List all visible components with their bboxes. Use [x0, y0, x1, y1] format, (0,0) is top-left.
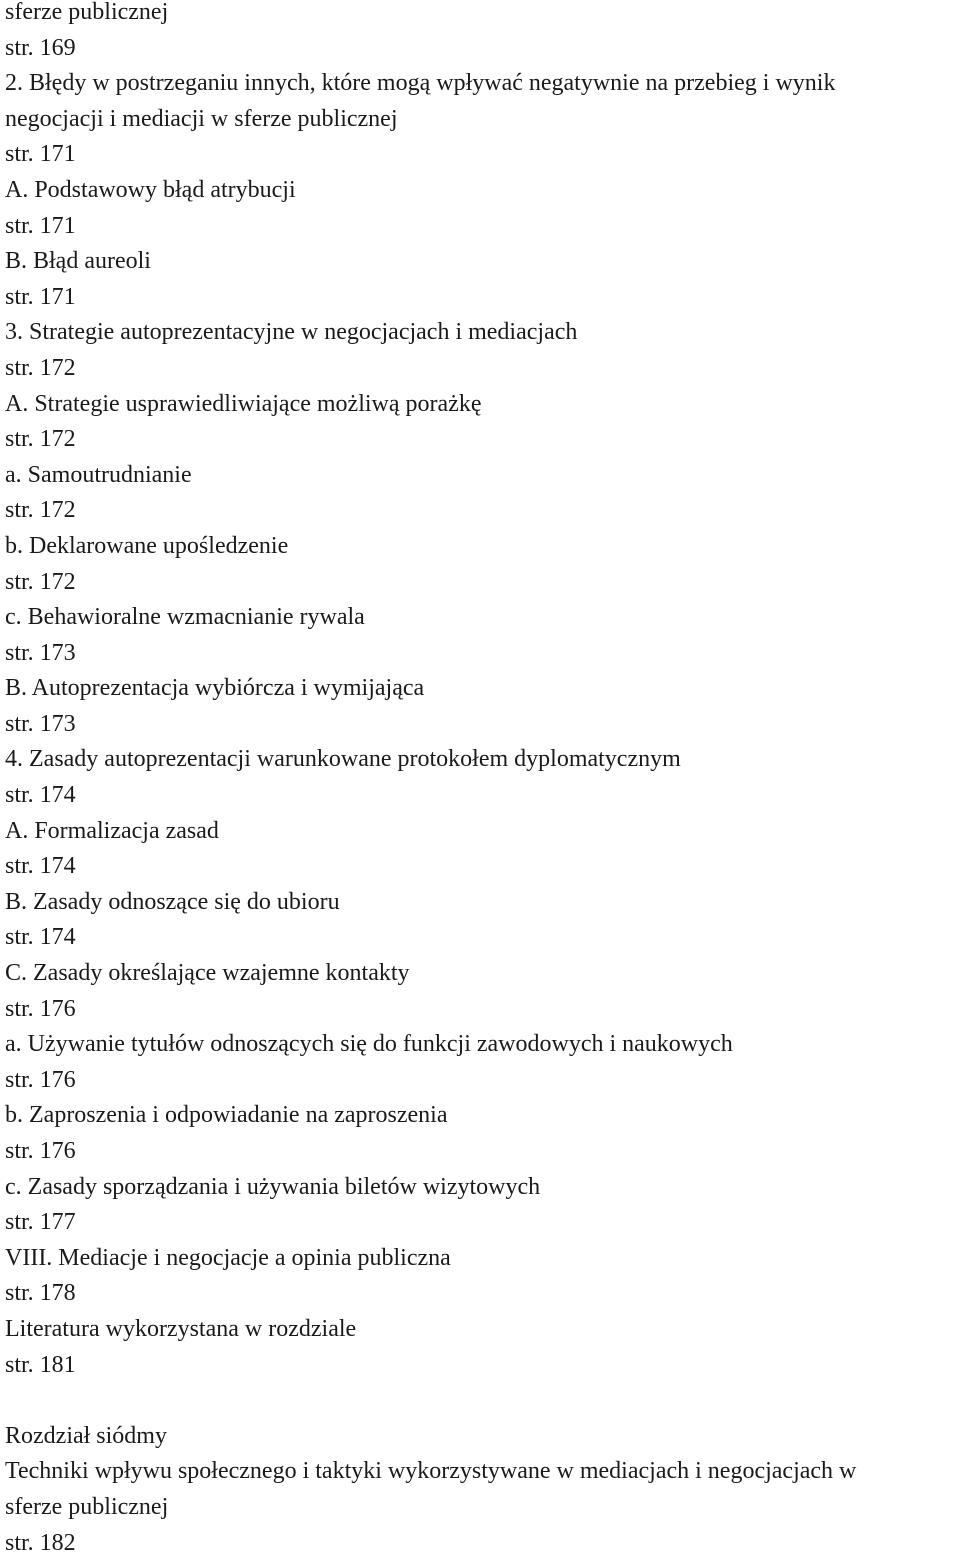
toc-page-number: str. 172 [5, 354, 76, 381]
toc-entry: b. Zaproszenia i odpowiadanie na zaproszenia [5, 1102, 448, 1129]
toc-line-section-tail: sferze publicznej [5, 0, 169, 25]
toc-entry: A. Formalizacja zasad [5, 817, 219, 844]
toc-page-number: str. 177 [5, 1209, 76, 1236]
toc-page-number: str. 171 [5, 212, 76, 239]
toc-page-number: str. 174 [5, 924, 76, 951]
toc-entry: C. Zasady określające wzajemne kontakty [5, 960, 410, 987]
table-of-contents [5, 0, 960, 1561]
toc-entry-heading-continued: negocjacji i mediacji w sferze publicznej [5, 105, 398, 132]
toc-entry: A. Strategie usprawiedliwiające możliwą porażkę [5, 390, 482, 417]
toc-page-number: str. 178 [5, 1280, 76, 1307]
toc-page-number: str. 182 [5, 1529, 76, 1556]
toc-page-number: str. 174 [5, 853, 76, 880]
chapter-subtitle-continued: sferze publicznej [5, 1493, 169, 1520]
toc-entry-heading: 3. Strategie autoprezentacyjne w negocjacjach i mediacjach [5, 319, 578, 346]
toc-entry: c. Behawioralne wzmacnianie rywala [5, 604, 365, 631]
toc-page-number: str. 181 [5, 1351, 76, 1378]
toc-page-number: str. 171 [5, 141, 76, 168]
toc-page-number: str. 169 [5, 34, 76, 61]
toc-page-number: str. 173 [5, 639, 76, 666]
toc-entry: b. Deklarowane upośledzenie [5, 532, 289, 559]
toc-page-number: str. 176 [5, 1138, 76, 1164]
blank-line [5, 1383, 960, 1419]
toc-entry: a. Używanie tytułów odnoszących się do funkcji zawodowych i naukowych [5, 1031, 733, 1058]
toc-entry: B. Zasady odnoszące się do ubioru [5, 888, 340, 915]
toc-entry-heading: VIII. Mediacje i negocjacje a opinia publiczna [5, 1244, 451, 1271]
toc-page-number: str. 171 [5, 283, 76, 310]
toc-page-number: str. 173 [5, 710, 76, 737]
toc-entry: c. Zasady sporządzania i używania biletów wizytowych [5, 1173, 541, 1200]
toc-entry: a. Samoutrudnianie [5, 461, 192, 488]
toc-entry: B. Błąd aureoli [5, 248, 151, 275]
toc-page-number: str. 176 [5, 1066, 76, 1093]
toc-page-number: str. 172 [5, 497, 76, 524]
toc-page-number: str. 172 [5, 426, 76, 453]
toc-entry-heading: 4. Zasady autoprezentacji warunkowane protokołem dyplomatycznym [5, 746, 681, 773]
chapter-title: Rozdział siódmy [5, 1422, 167, 1449]
toc-entry: B. Autoprezentacja wybiórcza i wymijająca [5, 675, 425, 702]
toc-entry: A. Podstawowy błąd atrybucji [5, 176, 296, 203]
chapter-subtitle: Techniki wpływu społecznego i taktyki wykorzystywane w mediacjach i negocjacjach w [5, 1458, 857, 1485]
toc-page-number: str. 172 [5, 568, 76, 595]
toc-page-number: str. 176 [5, 995, 76, 1022]
toc-entry: Literatura wykorzystana w rozdziale [5, 1315, 357, 1342]
toc-entry-heading: 2. Błędy w postrzeganiu innych, które mogą wpływać negatywnie na przebieg i wynik [5, 70, 836, 97]
toc-page-number: str. 174 [5, 782, 76, 809]
